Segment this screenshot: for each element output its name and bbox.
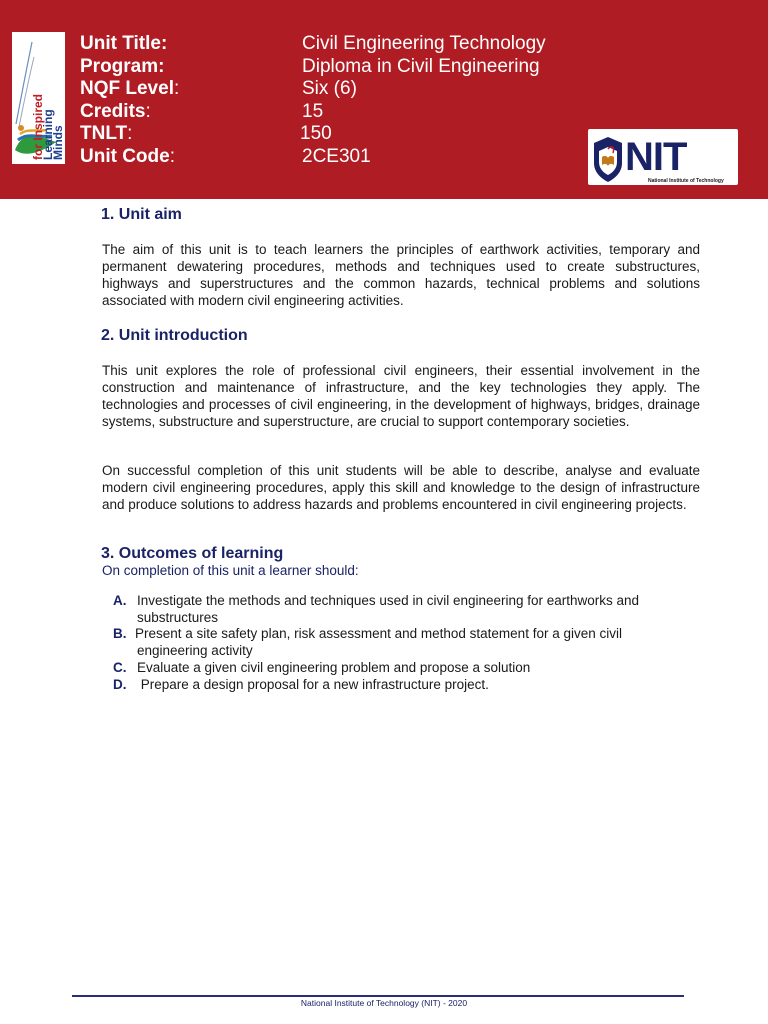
heading-outcomes-of-learning: 3. Outcomes of learning: [101, 545, 284, 562]
outcome-letter: C.: [113, 660, 127, 675]
meta-sep: :: [158, 56, 165, 77]
meta-label-nqf-level: NQF Level: [80, 78, 174, 99]
outcome-letter: B.: [113, 626, 127, 641]
footer-text: National Institute of Technology (NIT) - 2020: [300, 998, 468, 1008]
logo-text-minds: Minds: [51, 125, 65, 160]
logo-text-inspired: for Inspired: [31, 93, 45, 160]
meta-label-program: Program: [80, 56, 159, 77]
outcome-item-c: [113, 659, 673, 676]
meta-sep: :: [173, 78, 180, 99]
meta-sep: :: [127, 123, 133, 144]
outcome-item-b: [113, 625, 673, 659]
meta-value-nqf-level: Six (6): [302, 78, 357, 99]
meta-value-unit-title: Civil Engineering Technology: [302, 33, 546, 54]
meta-value-credits: 15: [302, 101, 324, 122]
meta-sep: :: [169, 146, 175, 167]
outcome-letter: A.: [113, 593, 127, 608]
unit-aim-body: The aim of this unit is to teach learners the principles of earthwork activities, temporary and permanent dewatering procedures, methods and techniques used to create substructures, highways and superstructures and the common hazards, technical problems and solutions associated with modern civil engineering activities.: [102, 242, 700, 308]
inspired-learning-logo: [12, 32, 65, 164]
meta-label-credits: Credits: [80, 101, 146, 122]
outcome-item-d: [113, 676, 673, 693]
meta-sep: :: [145, 101, 151, 122]
outcome-text: Present a site safety plan, risk assessment and method statement for a given civil engineering activity: [135, 626, 622, 658]
unit-introduction-body-2: On successful completion of this unit students will be able to describe, analyse and evaluate modern civil engineering procedures, apply this skill and knowledge to the design of infrastructure and produce solutions to address hazards and problems encountered in civil engineering projects.: [102, 463, 700, 512]
nit-mark-text: NIT: [625, 135, 687, 179]
footer-divider: [72, 995, 684, 997]
meta-label-unit-title: Unit Title: [80, 33, 161, 54]
heading-unit-introduction: 2. Unit introduction: [101, 327, 248, 344]
outcome-item-a: [113, 592, 673, 626]
outcome-text: Investigate the methods and techniques used in civil engineering for earthworks and substructures: [137, 593, 640, 625]
heading-unit-aim: 1. Unit aim: [101, 206, 182, 223]
meta-label-tnlt: TNLT: [80, 123, 128, 144]
logo-text-learning: Learning: [41, 109, 55, 160]
outcome-text: Evaluate a given civil engineering problem and propose a solution: [137, 660, 531, 675]
outcome-text: Prepare a design proposal for a new infrastructure project.: [137, 677, 489, 692]
unit-introduction-body-1: This unit explores the role of professional civil engineers, their essential involvement in the construction and maintenance of infrastructure, and the key technologies they apply. The technologies and processes of civil engineering, in the development of highways, bridges, drainage systems, substructure and superstructure, are crucial to support contemporary societies.: [102, 363, 700, 429]
meta-sep: :: [160, 33, 168, 54]
header-banner: [0, 0, 768, 199]
meta-value-tnlt: 150: [300, 123, 332, 144]
nit-logo: [588, 129, 738, 185]
meta-label-unit-code: Unit Code: [80, 146, 170, 167]
meta-value-program: Diploma in Civil Engineering: [302, 56, 540, 77]
outcomes-intro: On completion of this unit a learner should:: [102, 563, 359, 578]
meta-value-unit-code: 2CE301: [302, 146, 371, 167]
nit-caption-text: National Institute of Technology: [648, 178, 724, 184]
outcome-letter: D.: [113, 677, 127, 692]
